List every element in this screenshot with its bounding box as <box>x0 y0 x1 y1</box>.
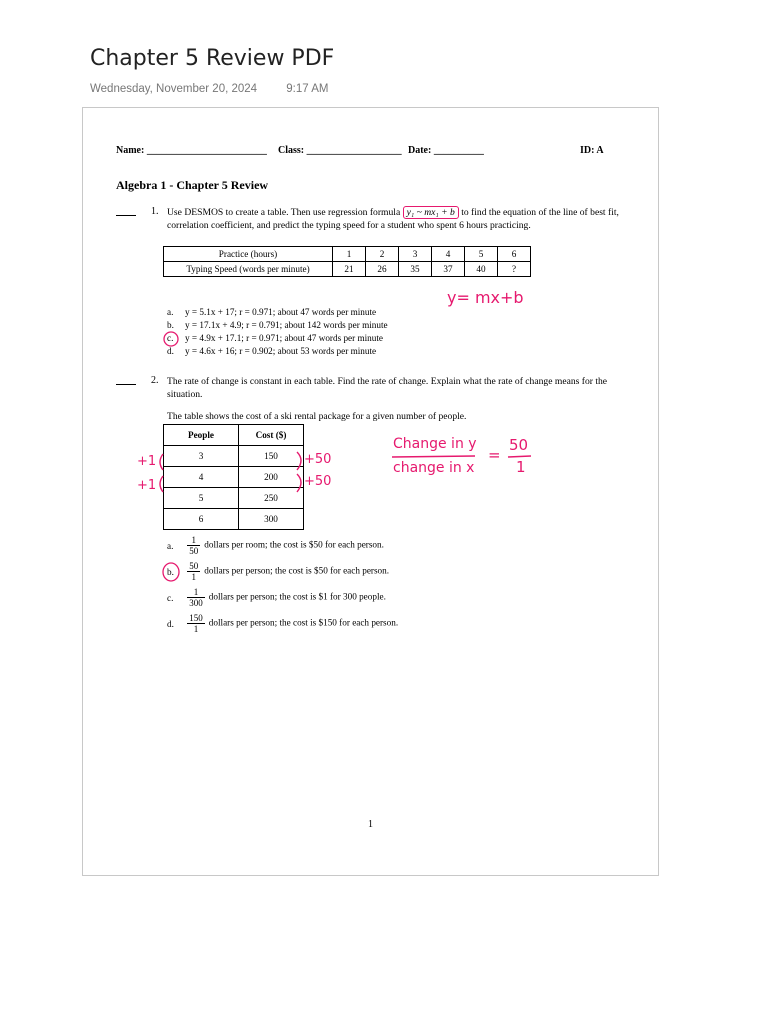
note-title: Chapter 5 Review PDF <box>90 46 335 71</box>
table-cell: 5 <box>164 488 239 509</box>
option-text: dollars per person; the cost is $1 for 300 people. <box>208 591 386 602</box>
q1-number: 1. <box>151 206 159 217</box>
ink-bracket-left-2 <box>160 476 163 492</box>
q2-text: The rate of change is constant in each table. Find the rate of change. Explain what the rate of change means for the situation. <box>167 376 608 400</box>
table-cell: 21 <box>333 262 366 277</box>
name-field-label: Name: ________________________ <box>116 145 267 156</box>
fraction-denominator: 300 <box>189 598 203 608</box>
page-number: 1 <box>368 819 373 830</box>
option-text: dollars per person; the cost is $150 for each person. <box>208 617 399 628</box>
table-cell: 40 <box>465 262 498 277</box>
table-header: People <box>164 425 239 446</box>
fraction-numerator: 1 <box>187 535 200 546</box>
option-text: y = 17.1x + 4.9; r = 0.791; about 142 words per minute <box>185 320 388 330</box>
table-cell: 1 <box>333 247 366 262</box>
table-cell: 250 <box>239 488 304 509</box>
option-text: y = 4.6x + 16; r = 0.902; about 53 words per minute <box>185 346 377 356</box>
option-text: dollars per room; the cost is $50 for each person. <box>204 539 384 550</box>
option-letter: d. <box>167 346 174 356</box>
table-cell: 3 <box>399 247 432 262</box>
ink-circle-q1-c <box>164 332 178 346</box>
option-letter: c. <box>167 592 174 603</box>
ink-plus-one-2: +1 <box>137 478 157 493</box>
option-letter: a. <box>167 540 174 551</box>
ink-fraction-numerator: 50 <box>509 436 529 454</box>
option-text: y = 4.9x + 17.1; r = 0.971; about 47 words per minute <box>185 333 383 343</box>
ink-fraction-bar-words <box>392 456 475 457</box>
ink-change-in-y: Change in y <box>393 436 477 452</box>
table-cell: 2 <box>366 247 399 262</box>
ink-circle-q2-b <box>163 563 179 581</box>
class-field-label: Class: ___________________ <box>278 145 402 156</box>
ink-fraction-bar-number <box>508 456 531 457</box>
ink-bracket-left-1 <box>160 454 163 470</box>
option-letter: b. <box>167 320 174 330</box>
fraction-denominator: 1 <box>193 624 199 634</box>
table-cell: 35 <box>399 262 432 277</box>
table-header: Cost ($) <box>239 425 304 446</box>
q2-intro: The table shows the cost of a ski rental package for a given number of people. <box>167 411 467 422</box>
ink-plus-fifty-1: +50 <box>304 452 332 467</box>
fraction-denominator: 1 <box>191 572 197 582</box>
option-text: dollars per person; the cost is $50 for each person. <box>204 565 390 576</box>
fraction-denominator: 50 <box>189 546 199 556</box>
ink-fraction-denominator: 1 <box>516 458 526 476</box>
ink-change-in-x: change in x <box>393 460 475 476</box>
ink-plus-one-1: +1 <box>137 454 157 469</box>
fraction-numerator: 1 <box>187 587 205 598</box>
table-cell: 4 <box>432 247 465 262</box>
worksheet-title: Algebra 1 - Chapter 5 Review <box>116 178 269 192</box>
pdf-page[interactable] <box>82 107 659 876</box>
table-cell: Practice (hours) <box>164 247 333 262</box>
note-datetime <box>90 83 328 95</box>
option-letter: a. <box>167 307 174 317</box>
ink-bracket-right-2 <box>297 474 301 492</box>
date-field-label: Date: __________ <box>408 145 484 156</box>
option-letter: d. <box>167 618 174 629</box>
table-cell: 300 <box>239 509 304 530</box>
ink-equals: = <box>488 446 501 464</box>
q1-formula: y₁ ~ mx₁ + b <box>403 206 459 219</box>
table-cell: 6 <box>164 509 239 530</box>
option-text: y = 5.1x + 17; r = 0.971; about 47 words per minute <box>185 307 377 317</box>
option-letter: c. <box>167 333 174 343</box>
table-cell: 4 <box>164 467 239 488</box>
note-time: 9:17 AM <box>286 83 329 95</box>
table-cell: 3 <box>164 446 239 467</box>
id-label: ID: A <box>580 145 604 156</box>
ink-bracket-right-1 <box>297 452 301 470</box>
note-date: Wednesday, November 20, 2024 <box>90 83 258 95</box>
fraction-numerator: 150 <box>189 613 203 623</box>
table-cell: 5 <box>465 247 498 262</box>
ink-slope-form: y= mx+b <box>447 288 524 307</box>
table-cell: Typing Speed (words per minute) <box>164 262 333 277</box>
q1-text-after: to find the equation of the line of best fit, correlation coefficient, and predict the typing speed for a student who spent 6 hours practicing. <box>167 207 619 231</box>
option-letter: b. <box>167 566 174 577</box>
q2-number: 2. <box>151 375 159 386</box>
table-cell: 6 <box>498 247 531 262</box>
ink-plus-fifty-2: +50 <box>304 474 332 489</box>
table-cell: 200 <box>239 467 304 488</box>
ink-strokes <box>83 108 658 875</box>
table-cell: 26 <box>366 262 399 277</box>
q1-text-before: Use DESMOS to create a table. Then use regression formula <box>167 207 401 218</box>
table-cell: ? <box>498 262 531 277</box>
table-cell: 150 <box>239 446 304 467</box>
table-cell: 37 <box>432 262 465 277</box>
fraction-numerator: 50 <box>189 561 199 571</box>
